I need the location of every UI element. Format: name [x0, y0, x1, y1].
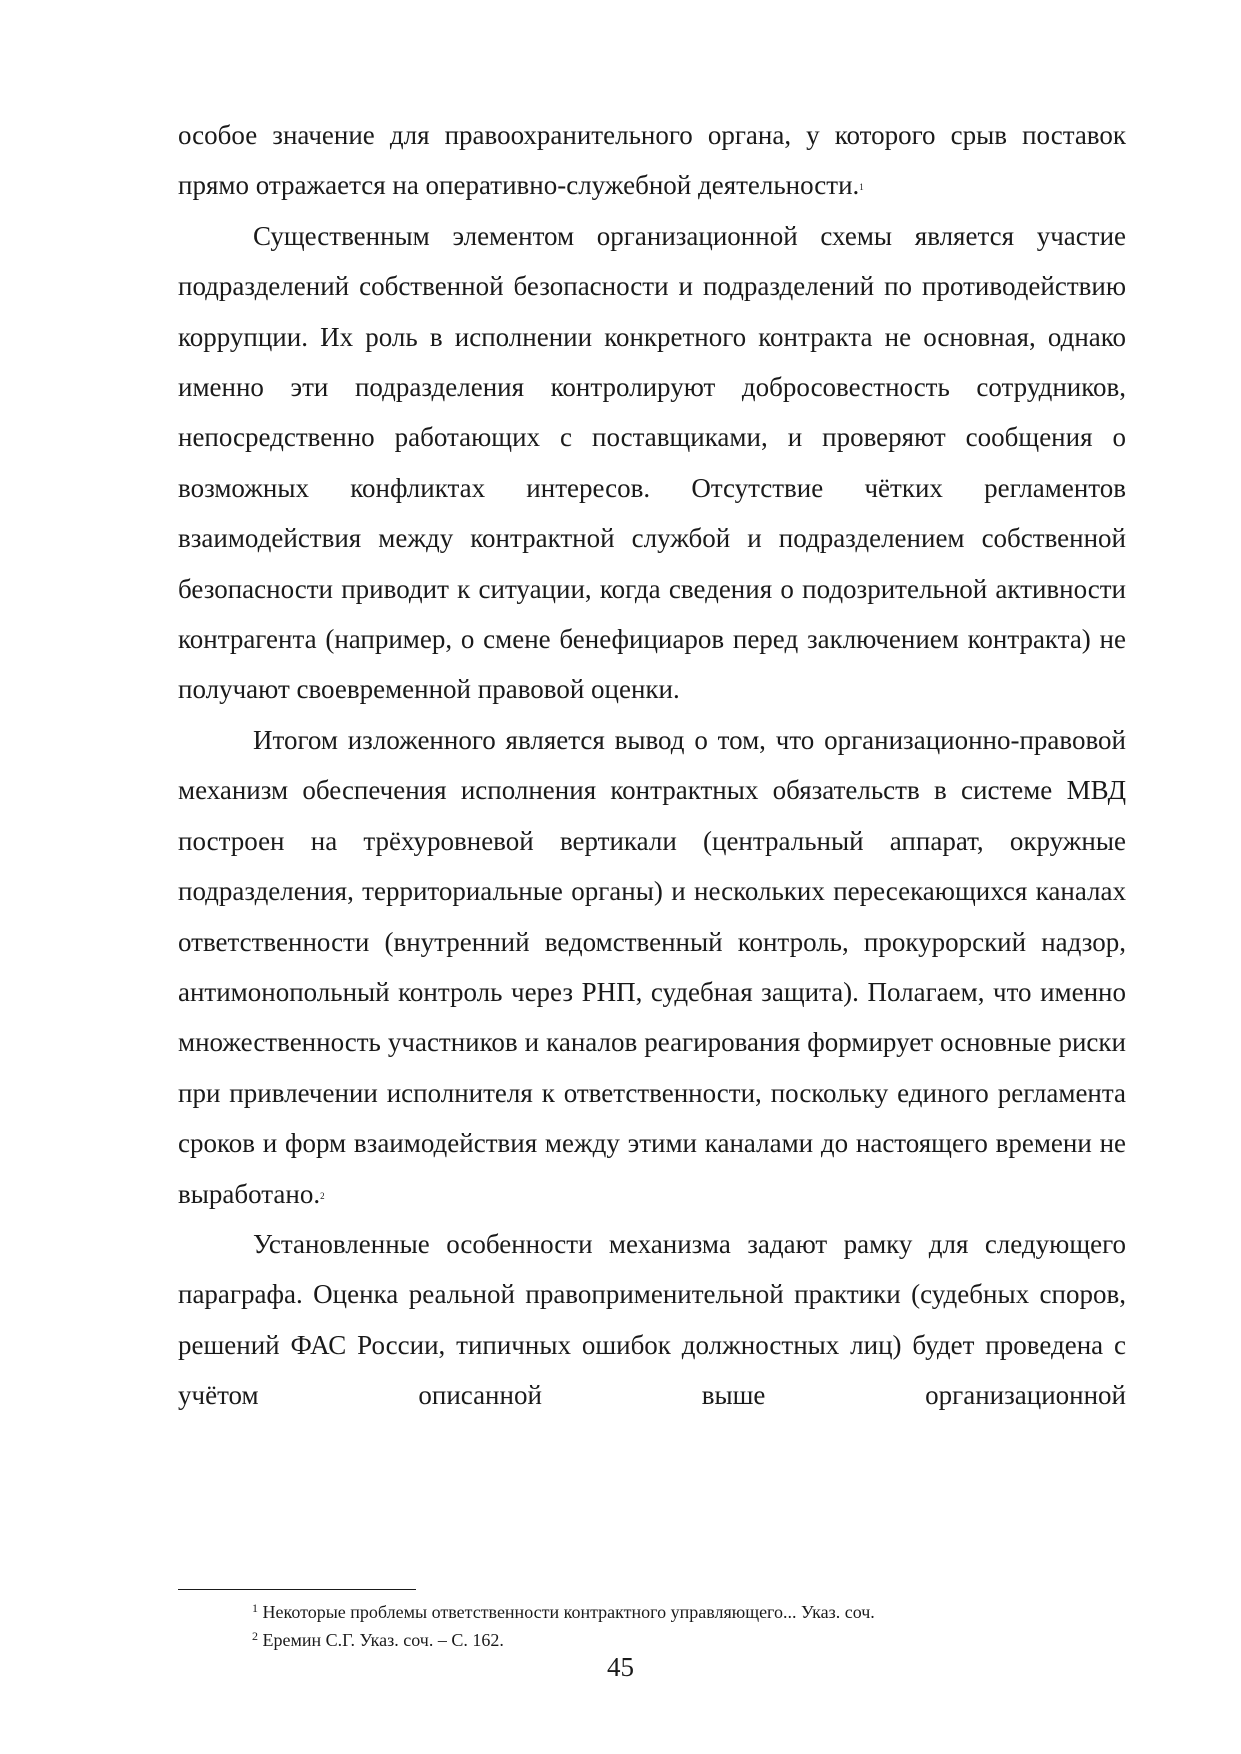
- footnote-1-number: 1: [252, 1601, 258, 1615]
- paragraph-3-text: Итогом изложенного является вывод о том, что организационно-правовой механизм обеспечения исполнения контрактных обязательств в системе МВД построен на трёхуровневой вертикали (центральный аппарат, окружные подразделения, территориальные органы) и нескольких пересекающихся каналах ответственности (внутренний ведомственный контроль, прокурорский надзор, антимонопольный контроль через РНП, судебная защита). Полагаем, что именно множественность участников и каналов реагирования формирует основные риски при привлечении исполнителя к ответственности, поскольку единого регламента сроков и форм взаимодействия между этими каналами до настоящего времени не выработано.: [178, 724, 1126, 1209]
- footnote-separator: [178, 1589, 416, 1590]
- footnotes: [252, 1596, 1126, 1652]
- page-number: 45: [607, 1652, 634, 1682]
- footnote-2: [252, 1624, 1126, 1652]
- paragraph-3: [178, 715, 1126, 1219]
- body-text: [178, 110, 1126, 1421]
- paragraph-1-text: особое значение для правоохранительного органа, у которого срыв поставок прямо отражается на оперативно-служебной деятельности.: [178, 120, 1126, 201]
- paragraph-1: [178, 110, 1126, 211]
- footnote-2-text: Еремин С.Г. Указ. соч. – С. 162.: [262, 1630, 504, 1650]
- paragraph-2-text: Существенным элементом организационной схемы является участие подразделений собственной безопасности и подразделений по противодействию коррупции. Их роль в исполнении конкретного контракта не основная, однако именно эти подразделения контролируют добросовестность сотрудников, непосредственно работающих с поставщиками, и проверяют сообщения о возможных конфликтах интересов. Отсутствие чётких регламентов взаимодействия между контрактной службой и подразделением собственной безопасности приводит к ситуации, когда сведения о подозрительной активности контрагента (например, о смене бенефициаров перед заключением контракта) не получают своевременной правовой оценки.: [178, 220, 1126, 705]
- paragraph-4: [178, 1219, 1126, 1421]
- footnote-1: [252, 1596, 1126, 1624]
- footnote-1-text: Некоторые проблемы ответственности контрактного управляющего... Указ. соч.: [262, 1602, 875, 1622]
- footnote-2-number: 2: [252, 1629, 258, 1643]
- paragraph-4-text: Установленные особенности механизма задают рамку для следующего параграфа. Оценка реальной правоприменительной практики (судебных споров, решений ФАС России, типичных ошибок должностных лиц) будет проведена с учётом описанной выше организационной: [178, 1228, 1126, 1411]
- footnote-ref-2: 2: [320, 1190, 325, 1201]
- footnote-ref-1: 1: [859, 182, 864, 193]
- paragraph-2: [178, 211, 1126, 715]
